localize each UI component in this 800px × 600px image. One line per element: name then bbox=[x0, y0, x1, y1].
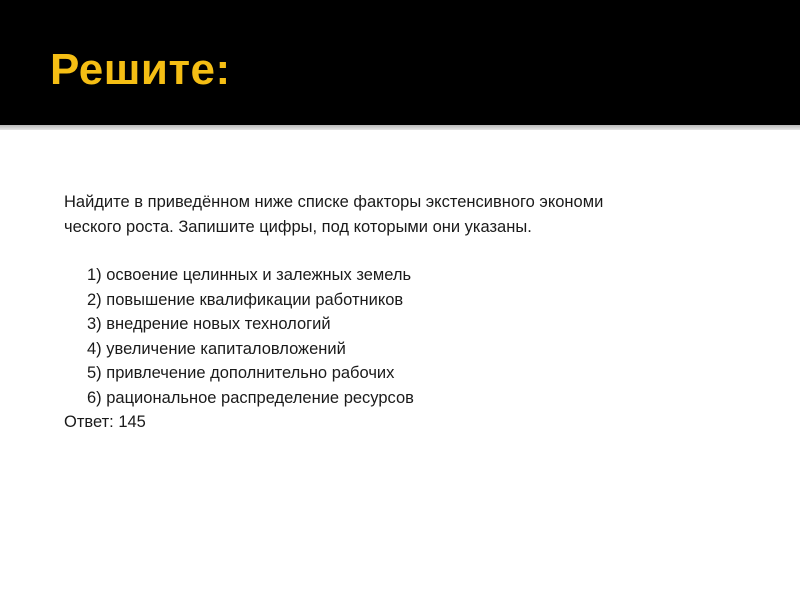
title-bar bbox=[0, 0, 800, 125]
options-list bbox=[64, 263, 764, 410]
slide-title: Решите: bbox=[50, 45, 231, 94]
option-item: 3) внедрение новых технологий bbox=[87, 315, 331, 333]
header-divider bbox=[0, 125, 800, 130]
option-item: 1) освоение целинных и залежных земель bbox=[87, 266, 412, 284]
option-item: 2) повышение квалификации работников bbox=[87, 290, 404, 309]
question-line: Найдите в приведённом ниже списке факторы экстенсивного экономи bbox=[64, 193, 604, 211]
option-item: 4) увеличение капиталовложений bbox=[87, 339, 346, 358]
question-line: ческого роста. Запишите цифры, под которыми они указаны. bbox=[64, 218, 532, 236]
answer-text: Ответ: 145 bbox=[64, 413, 146, 431]
option-item: 6) рациональное распределение ресурсов bbox=[87, 388, 414, 407]
spacer bbox=[64, 240, 764, 263]
slide-content bbox=[64, 190, 764, 435]
option-item: 5) привлечение дополнительно рабочих bbox=[87, 364, 395, 382]
